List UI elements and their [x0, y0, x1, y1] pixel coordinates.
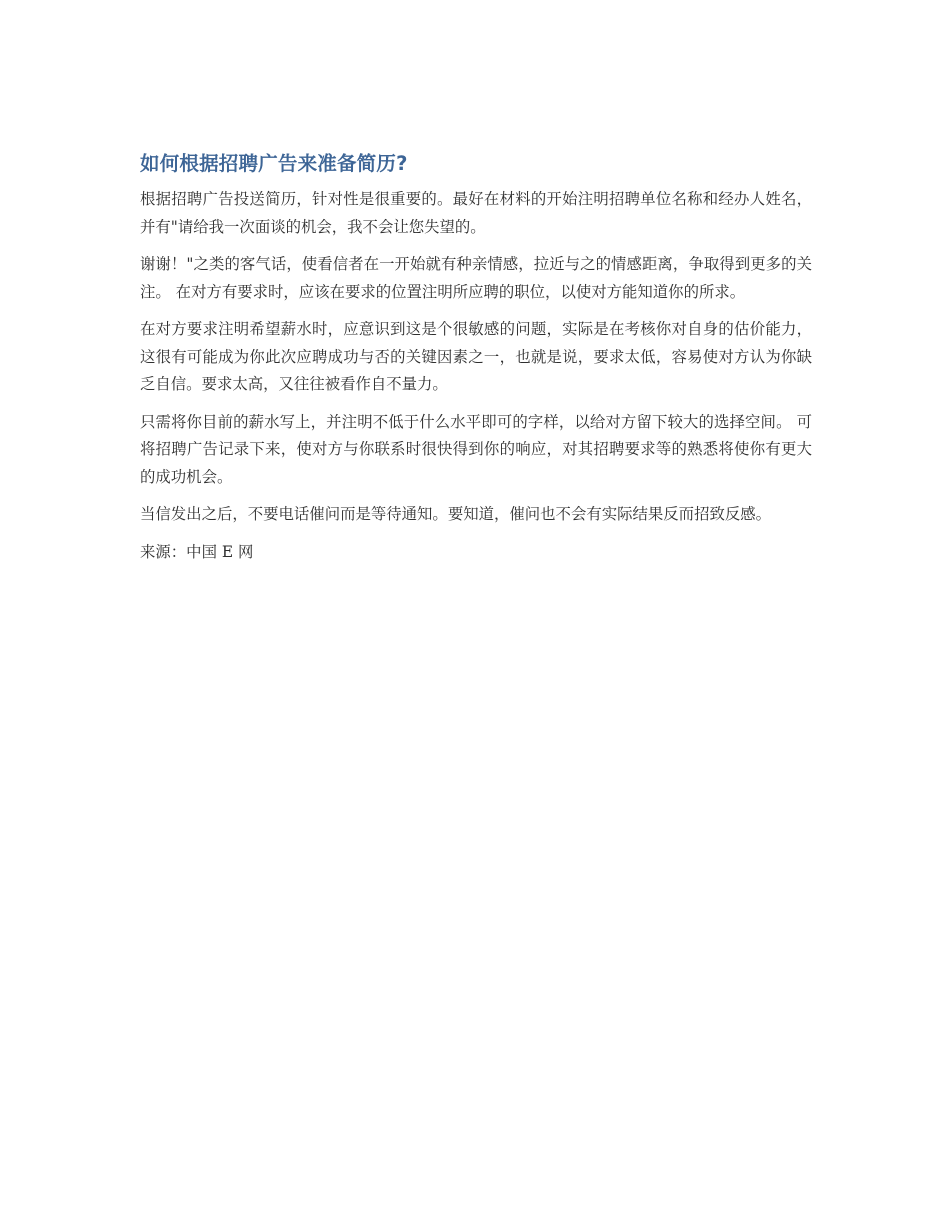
source-line: 来源：中国 E 网 — [140, 542, 254, 561]
paragraph: 在对方要求注明希望薪水时，应意识到这是个很敏感的问题，实际是在考核你对自身的估价能力，这很有可能成为你此次应聘成功与否的关键因素之一，也就是说，要求太低，容易使对方认为你缺乏自信。要求太高，又往往被看作自不量力。 — [140, 320, 812, 393]
paragraph: 谢谢！"之类的客气话，使看信者在一开始就有种亲情感，拉近与之的情感距离，争取得到更多的关注。 在对方有要求时，应该在要求的位置注明所应聘的职位，以使对方能知道你的所求。 — [140, 255, 812, 301]
paragraph: 只需将你目前的薪水写上，并注明不低于什么水平即可的字样，以给对方留下较大的选择空间。 可将招聘广告记录下来，使对方与你联系时很快得到你的响应，对其招聘要求等的熟悉将使你有更大的成功机会。 — [140, 412, 812, 486]
article — [140, 148, 812, 566]
paragraph: 当信发出之后，不要电话催问而是等待通知。要知道，催问也不会有实际结果反而招致反感。 — [140, 505, 772, 523]
paragraph: 根据招聘广告投送简历，针对性是很重要的。最好在材料的开始注明招聘单位名称和经办人姓名，并有"请给我一次面谈的机会，我不会让您失望的。 — [140, 190, 812, 236]
article-title: 如何根据招聘广告来准备简历? — [140, 152, 408, 175]
